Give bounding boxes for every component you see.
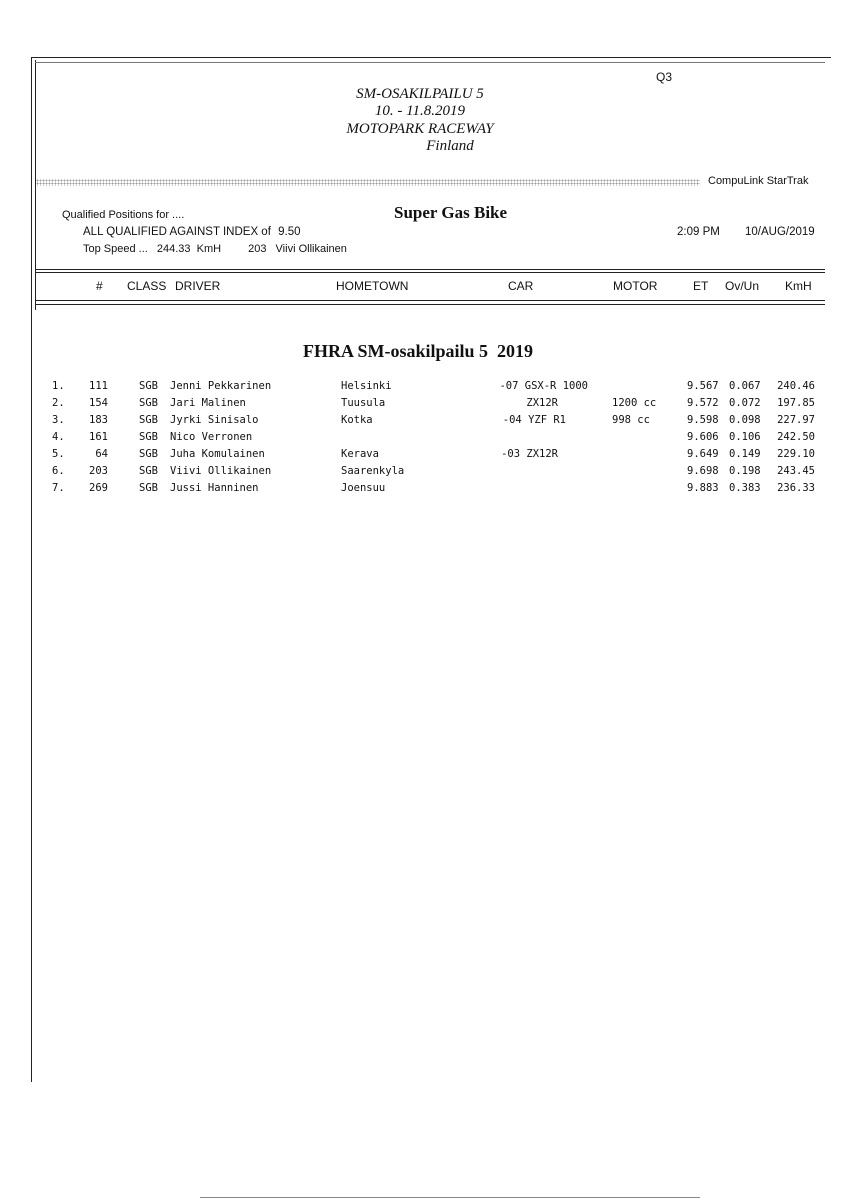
row-ovun: 0.067: [729, 380, 761, 392]
row-kmh: 236.33: [777, 482, 815, 494]
row-number: 269: [89, 482, 108, 494]
row-hometown: Tuusula: [341, 397, 386, 409]
table-row: [0, 414, 848, 431]
table-row: [0, 397, 848, 414]
row-kmh: 227.97: [777, 414, 815, 426]
row-ovun: 0.383: [729, 482, 761, 494]
row-motor: 998 cc: [612, 414, 650, 426]
row-position: 2.: [52, 397, 65, 409]
col-kmh: KmH: [785, 279, 812, 293]
row-class: SGB: [139, 448, 158, 460]
row-hometown: Saarenkyla: [341, 465, 405, 477]
row-kmh: 197.85: [777, 397, 815, 409]
top-speed-line: [83, 243, 347, 255]
row-et: 9.572: [687, 397, 719, 409]
col-et: ET: [693, 279, 709, 293]
columns-divider-2: [35, 304, 825, 305]
report-date: 10/AUG/2019: [745, 226, 815, 238]
left-border-outer: [31, 57, 32, 1082]
table-row: [0, 482, 848, 499]
col-hometown: HOMETOWN: [336, 279, 409, 293]
row-kmh: 242.50: [777, 431, 815, 443]
report-time: 2:09 PM: [677, 226, 720, 238]
row-class: SGB: [139, 414, 158, 426]
row-driver: Viivi Ollikainen: [170, 465, 272, 477]
section-title: FHRA SM-osakilpailu 5 2019: [302, 341, 534, 361]
row-kmh: 229.10: [777, 448, 815, 460]
row-car: ZX12R: [526, 397, 558, 409]
col-car: CAR: [508, 279, 534, 293]
index-line: [83, 226, 301, 238]
row-position: 4.: [52, 431, 65, 443]
table-row: [0, 448, 848, 465]
top-border-inner: [35, 62, 825, 63]
row-position: 5.: [52, 448, 65, 460]
row-hometown: Helsinki: [341, 380, 392, 392]
row-et: 9.606: [687, 431, 719, 443]
class-title: Super Gas Bike: [394, 203, 508, 222]
row-ovun: 0.149: [729, 448, 761, 460]
top-speed-label: Top Speed ...: [83, 243, 148, 255]
col-class: CLASS: [127, 279, 167, 293]
col-num: #: [96, 279, 103, 293]
row-car: -03 ZX12R: [501, 448, 558, 460]
row-car: -04 YZF R1: [502, 414, 566, 426]
row-class: SGB: [139, 465, 158, 477]
row-driver: Jenni Pekkarinen: [170, 380, 272, 392]
dotted-band: [36, 179, 700, 186]
table-row: [0, 380, 848, 397]
row-driver: Jussi Hanninen: [170, 482, 259, 494]
row-number: 161: [89, 431, 108, 443]
row-hometown: Joensuu: [341, 482, 386, 494]
col-motor: MOTOR: [613, 279, 658, 293]
row-driver: Jyrki Sinisalo: [170, 414, 259, 426]
top-speed-value: 244.33: [156, 243, 191, 255]
top-speed-driver: Viivi Ollikainen: [275, 243, 347, 255]
header-divider-2: [35, 272, 825, 273]
columns-divider-1: [35, 300, 825, 301]
country: Finland: [426, 138, 474, 154]
row-hometown: Kotka: [341, 414, 373, 426]
index-value: 9.50: [278, 226, 301, 238]
row-et: 9.698: [687, 465, 719, 477]
row-ovun: 0.106: [729, 431, 761, 443]
col-ovun: Ov/Un: [725, 279, 760, 293]
top-border: [31, 57, 831, 58]
row-number: 183: [89, 414, 108, 426]
event-dates: 10. - 11.8.2019: [374, 103, 466, 119]
venue: MOTOPARK RACEWAY: [346, 121, 494, 137]
bottom-divider: [200, 1197, 700, 1198]
row-kmh: 243.45: [777, 465, 815, 477]
row-driver: Nico Verronen: [170, 431, 253, 443]
row-class: SGB: [139, 482, 158, 494]
row-ovun: 0.072: [729, 397, 761, 409]
row-position: 1.: [52, 380, 65, 392]
table-row: [0, 465, 848, 482]
col-driver: DRIVER: [175, 279, 221, 293]
row-ovun: 0.198: [729, 465, 761, 477]
qualified-label: Qualified Positions for ....: [62, 209, 185, 221]
row-position: 7.: [52, 482, 65, 494]
row-number: 111: [89, 380, 108, 392]
row-et: 9.598: [687, 414, 719, 426]
top-speed-unit: KmH: [196, 243, 222, 255]
row-et: 9.567: [687, 380, 719, 392]
row-car: -07 GSX-R 1000: [499, 380, 588, 392]
row-driver: Jari Malinen: [170, 397, 246, 409]
row-class: SGB: [139, 397, 158, 409]
row-motor: 1200 cc: [612, 397, 657, 409]
row-hometown: Kerava: [341, 448, 379, 460]
row-driver: Juha Komulainen: [170, 448, 265, 460]
page-code: Q3: [656, 70, 673, 84]
row-number: 154: [89, 397, 108, 409]
software-name: CompuLink StarTrak: [708, 175, 809, 187]
row-class: SGB: [139, 380, 158, 392]
row-class: SGB: [139, 431, 158, 443]
row-position: 6.: [52, 465, 65, 477]
row-number: 64: [95, 448, 108, 460]
event-name: SM-OSAKILPAILU 5: [356, 86, 484, 102]
row-number: 203: [89, 465, 108, 477]
row-position: 3.: [52, 414, 65, 426]
row-et: 9.649: [687, 448, 719, 460]
row-ovun: 0.098: [729, 414, 761, 426]
row-et: 9.883: [687, 482, 719, 494]
header-divider-1: [35, 269, 825, 270]
row-kmh: 240.46: [777, 380, 815, 392]
top-speed-number: 203: [248, 243, 267, 255]
index-label: ALL QUALIFIED AGAINST INDEX of: [83, 226, 271, 238]
table-row: [0, 431, 848, 448]
